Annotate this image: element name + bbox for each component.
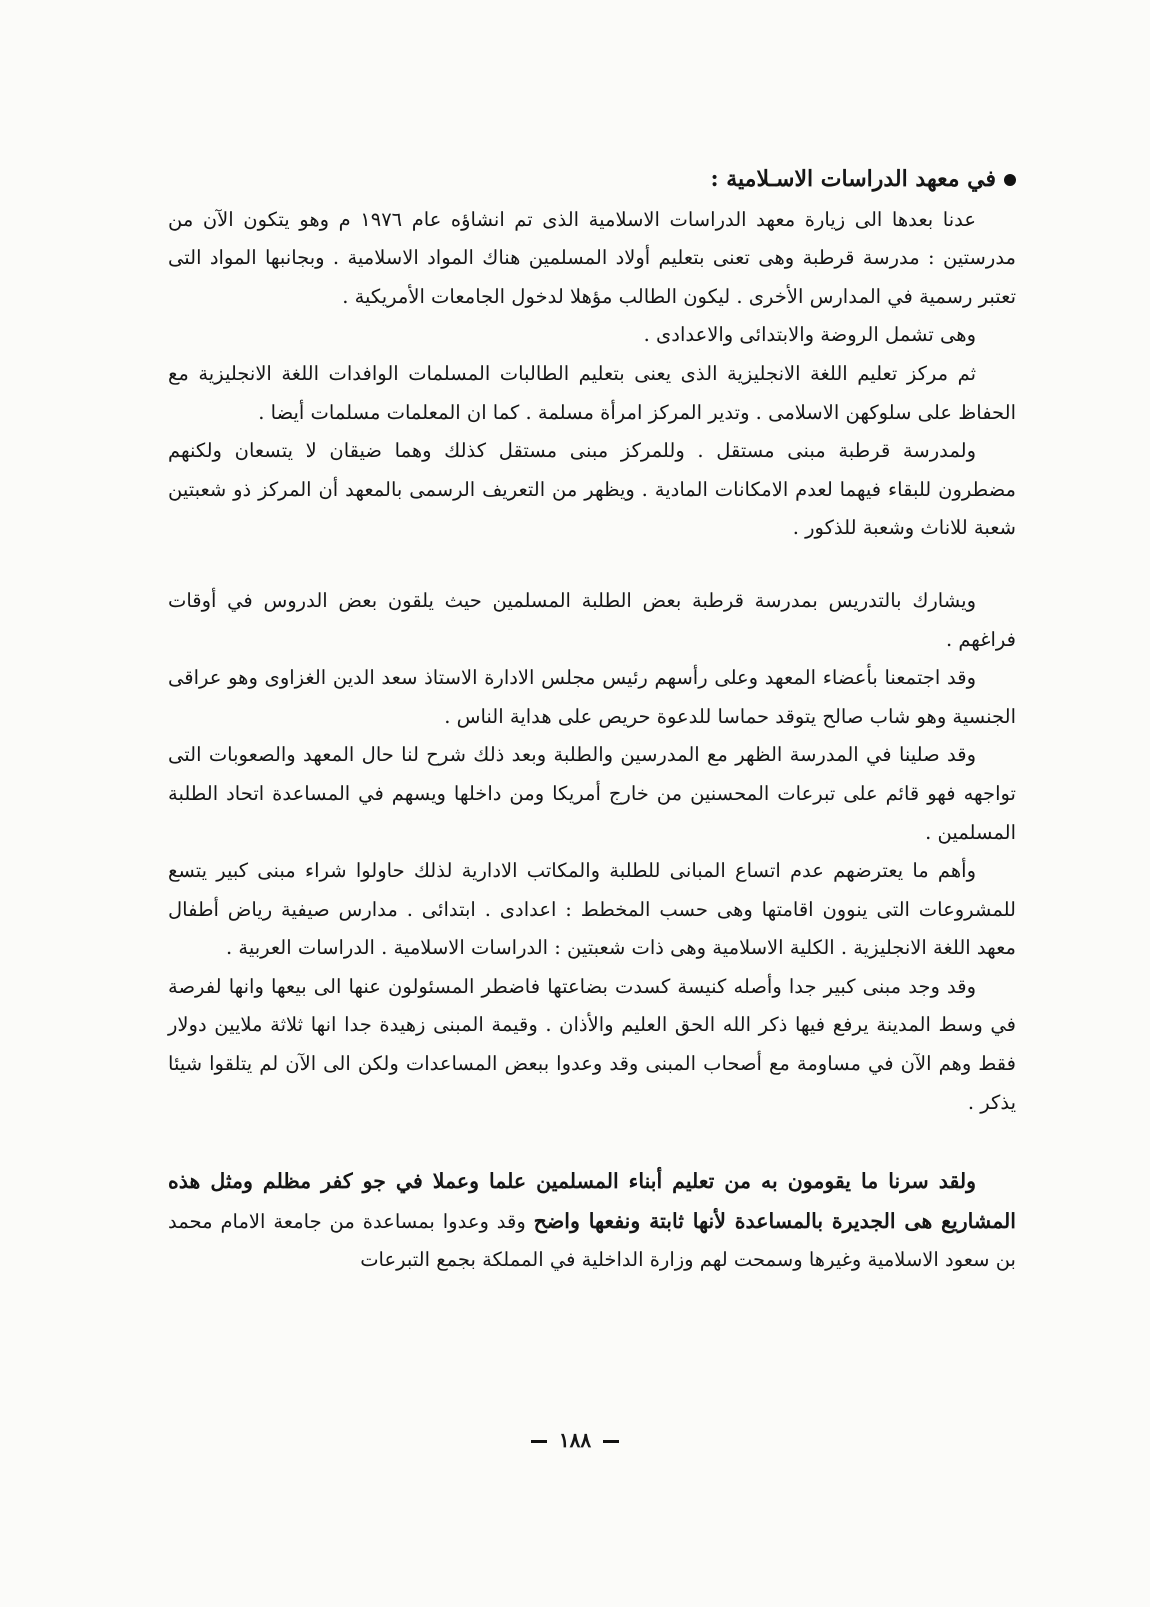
paragraph-3: ثم مركز تعليم اللغة الانجليزية الذى يعنى بتعليم الطالبات المسلمات الوافدات اللغة الانجليزية مع الحفاظ على سلوكهن الاسلامى . وتدير المركز امرأة مسلمة . كما ان المعلمات مسلمات أيضا .: [168, 361, 1016, 424]
final-paragraph-bold: ولقد سرنا ما يقومون به من تعليم أبناء المسلمين علما وعملا في جو كفر مظلم ومثل هذه المشاريع هى الجديرة بالمساعدة لأنها ثابتة ونفعها واضح: [168, 1169, 1016, 1233]
paragraph-spacer: [168, 548, 1016, 582]
section-heading: [168, 160, 1016, 199]
final-paragraph: [168, 1162, 1016, 1280]
page-number: ١٨٨: [558, 1428, 592, 1452]
paragraph-9: وقد وجد مبنى كبير جدا وأصله كنيسة كسدت بضاعتها فاضطر المسئولون عنها الى بيعها وانها لفرصة في وسط المدينة يرفع فيها ذكر الله الحق العليم والأذان . وقيمة المبنى زهيدة جدا انها ثلاثة ملايين دولار فقط وهم الآن في مساومة مع أصحاب المبنى وقد وعدوا ببعض المساعدات ولكن الى الآن لم يتلقوا شيئا يذكر .: [168, 974, 1016, 1114]
final-paragraph-regular: وقد وعدوا بمساعدة من جامعة الامام محمد بن سعود الاسلامية وغيرها وسمحت لهم وزارة الداخلية في المملكة بجمع التبرعات: [168, 1209, 1016, 1272]
paragraph-2: وهى تشمل الروضة والابتدائى والاعدادى .: [643, 323, 976, 347]
dash-right: [603, 1440, 619, 1443]
paragraph-7: وقد صلينا في المدرسة الظهر مع المدرسين والطلبة وبعد ذلك شرح لنا حال المعهد والصعوبات التى تواجهه فهو قائم على تبرعات المحسنين من خارج أمريكا ومن داخلها ويسهم في المساعدة اتحاد الطلبة المسلمين .: [168, 743, 1016, 844]
section-heading-text: في معهد الدراسات الاسـلامية :: [710, 166, 996, 192]
paragraph-6: وقد اجتمعنا بأعضاء المعهد وعلى رأسهم رئيس مجلس الادارة الاستاذ سعد الدين الغزاوى وهو عراقى الجنسية وهو شاب صالح يتوقد حماسا للدعوة حريص على هداية الناس .: [168, 666, 1016, 728]
bullet-icon: [1004, 174, 1016, 186]
paragraph-5: ويشارك بالتدريس بمدرسة قرطبة بعض الطلبة المسلمين حيث يلقون بعض الدروس في أوقات فراغهم .: [168, 588, 1016, 651]
paragraph-4: ولمدرسة قرطبة مبنى مستقل . وللمركز مبنى مستقل كذلك وهما ضيقان لا يتسعان ولكنهم مضطرون للبقاء فيهما لعدم الامكانات المادية . ويظهر من التعريف الرسمى بالمعهد أن المركز ذو شعبتين شعبة للاناث وشعبة للذكور .: [168, 439, 1016, 540]
paragraph-8: وأهم ما يعترضهم عدم اتساع المبانى للطلبة والمكاتب الادارية لذلك حاولوا شراء مبنى كبير يتسع للمشروعات التى ينوون اقامتها وهى حسب المخطط : اعدادى . ابتدائى . مدارس صيفية رياض أطفال معهد اللغة الانجليزية . الكلية الاسلامية وهى ذات شعبتين : الدراسات الاسلامية . الدراسات العربية .: [168, 859, 1016, 960]
text-column: [168, 160, 1016, 1280]
paragraph-1: عدنا بعدها الى زيارة معهد الدراسات الاسلامية الذى تم انشاؤه عام ١٩٧٦ م وهو يتكون الآن من مدرستين : مدرسة قرطبة وهى تعنى بتعليم أولاد المسلمين هناك المواد الاسلامية . وبجانبها المواد التى تعتبر رسمية في المدارس الأخرى . ليكون الطالب مؤهلا لدخول الجامعات الأمريكية .: [168, 207, 1016, 308]
page-footer: [0, 1428, 1150, 1452]
dash-left: [531, 1440, 547, 1443]
paragraph-spacer: [168, 1122, 1016, 1162]
